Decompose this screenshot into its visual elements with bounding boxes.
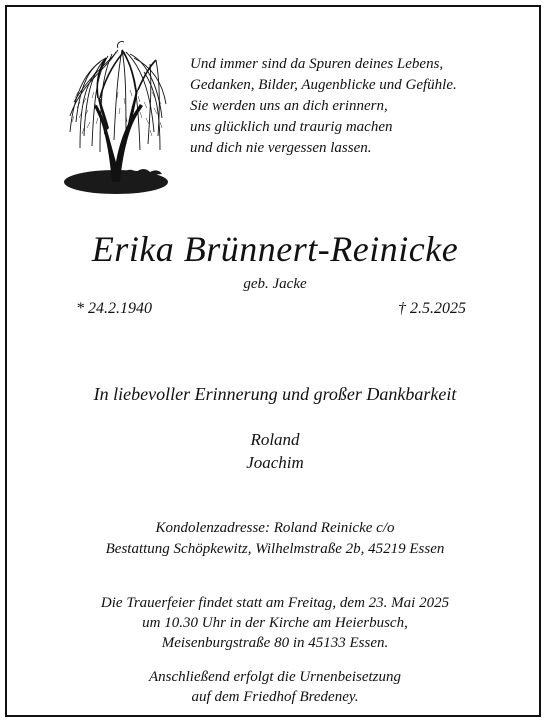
dedication: In liebevoller Erinnerung und großer Dankbarkeit [93, 384, 457, 404]
poem-line: uns glücklich und traurig machen [190, 119, 393, 135]
funeral-info-line: Die Trauerfeier findet statt am Freitag, dem 23. Mai 2025 [100, 595, 450, 611]
condolence-address-line: Bestattung Schöpkewitz, Wilhelmstraße 2b, 45219 Essen [105, 541, 445, 557]
weeping-willow-icon [60, 32, 172, 202]
urn-burial-line: auf dem Friedhof Bredeney. [191, 689, 359, 705]
poem-line: und dich nie vergessen lassen. [190, 140, 372, 156]
funeral-info-line: um 10.30 Uhr in der Kirche am Heierbusch, [142, 615, 408, 631]
urn-burial-line: Anschließend erfolgt die Urnenbeisetzung [148, 669, 402, 685]
poem [190, 54, 520, 159]
signatory: Roland [250, 430, 300, 449]
poem-line: Sie werden uns an dich erinnern, [190, 98, 388, 114]
poem-line: Gedanken, Bilder, Augenblicke und Gefühle. [190, 77, 457, 93]
birth-date: * 24.2.1940 [76, 300, 152, 317]
signatory: Joachim [246, 453, 304, 472]
birth-name: geb. Jacke [243, 276, 307, 292]
death-date: † 2.5.2025 [398, 300, 466, 317]
condolence-address-line: Kondolenzadresse: Roland Reinicke c/o [155, 520, 395, 536]
deceased-name: Erika Brünnert-Reinicke [91, 229, 459, 269]
poem-line: Und immer sind da Spuren deines Lebens, [190, 56, 444, 72]
funeral-info-line: Meisenburgstraße 80 in 45133 Essen. [161, 635, 389, 651]
